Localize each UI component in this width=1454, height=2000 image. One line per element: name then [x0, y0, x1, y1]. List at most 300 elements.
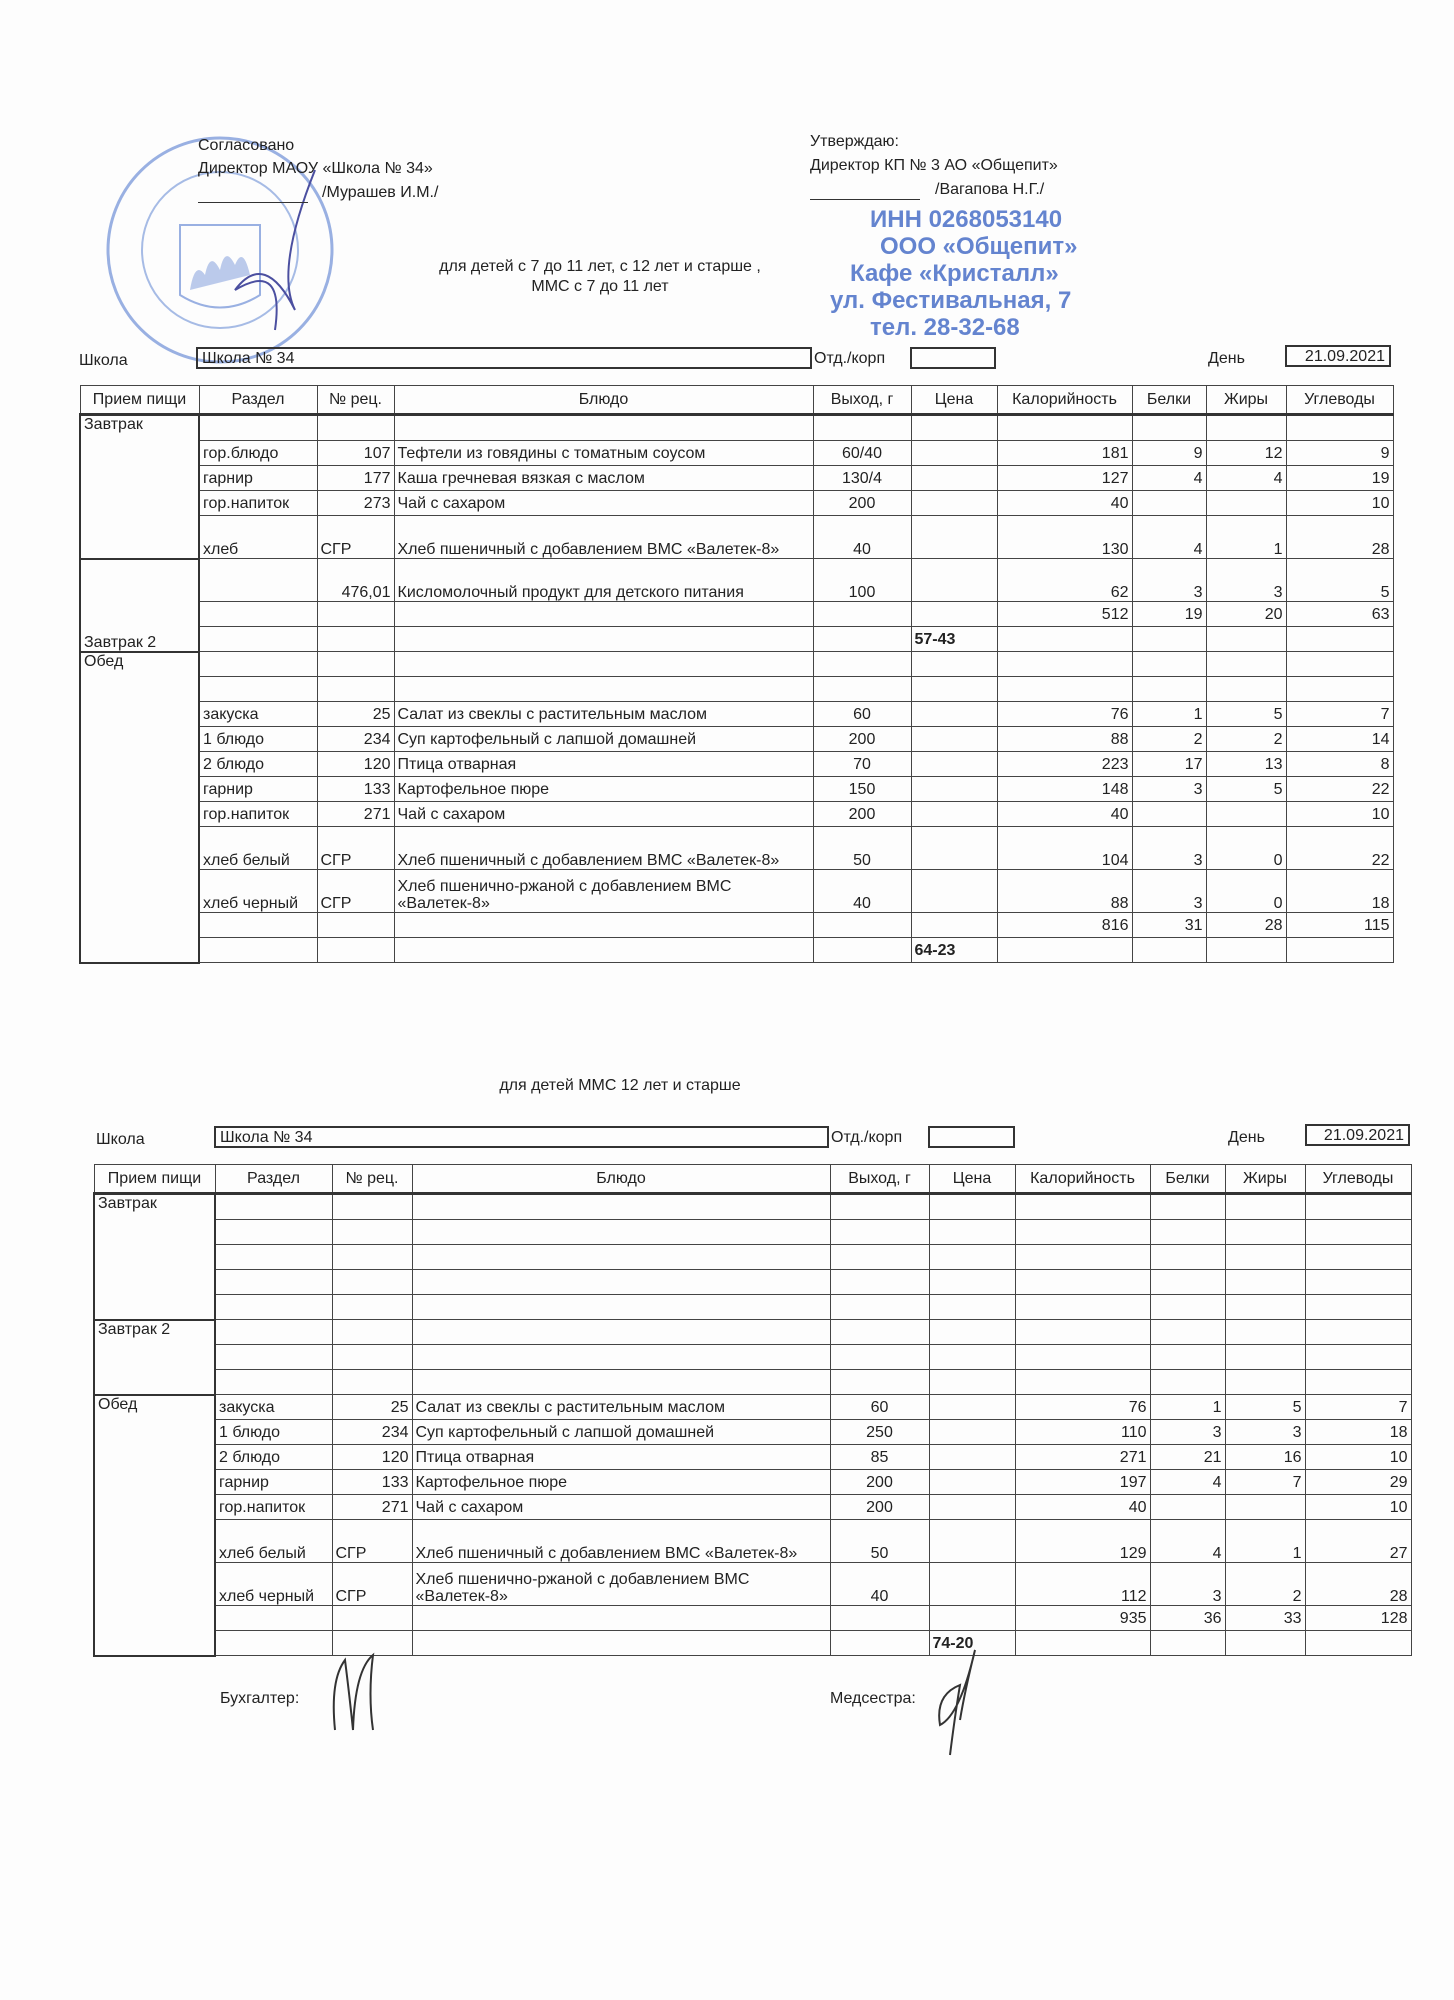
- cell-portion-weight: 200: [813, 727, 911, 752]
- cell-calories: 88: [997, 870, 1132, 913]
- approval-right-title: Утверждаю:: [810, 133, 899, 150]
- cell-carbohydrates: 10: [1286, 802, 1393, 827]
- cell-price: [911, 466, 997, 491]
- cell-carbohydrates: 128: [1305, 1606, 1411, 1631]
- cell-fats: [1225, 1345, 1305, 1370]
- cell-portion-weight: [813, 677, 911, 702]
- cell-carbohydrates: 18: [1305, 1420, 1411, 1445]
- cell-proteins: [1150, 1245, 1225, 1270]
- cell-fats: [1206, 627, 1286, 652]
- cell-section: [215, 1370, 332, 1395]
- cell-calories: 148: [997, 777, 1132, 802]
- cell-portion-weight: 200: [830, 1495, 929, 1520]
- cell-portion-weight: [830, 1245, 929, 1270]
- school-label: Школа: [79, 352, 128, 369]
- cell-calories: 935: [1015, 1606, 1150, 1631]
- cell-carbohydrates: 8: [1286, 752, 1393, 777]
- cell-carbohydrates: 5: [1286, 559, 1393, 602]
- cell-proteins: 36: [1150, 1606, 1225, 1631]
- cell-dish: [412, 1194, 830, 1220]
- cell-recipe-number: 133: [317, 777, 394, 802]
- cell-price: [911, 602, 997, 627]
- table-row: [94, 1631, 1411, 1656]
- column-header: Выход, г: [830, 1165, 929, 1194]
- cell-price: [911, 777, 997, 802]
- cell-carbohydrates: [1286, 652, 1393, 677]
- column-header: Жиры: [1225, 1165, 1305, 1194]
- cell-section: [199, 559, 317, 602]
- cell-carbohydrates: 7: [1305, 1395, 1411, 1420]
- cell-proteins: 17: [1132, 752, 1206, 777]
- cell-calories: [997, 652, 1132, 677]
- column-header: Калорийность: [1015, 1165, 1150, 1194]
- table-row: [80, 491, 1393, 516]
- cell-proteins: 3: [1132, 827, 1206, 870]
- cell-calories: 76: [1015, 1395, 1150, 1420]
- cell-calories: [1015, 1270, 1150, 1295]
- cell-dish: [412, 1370, 830, 1395]
- cell-fats: [1206, 652, 1286, 677]
- approval-left-title: Согласовано: [198, 137, 295, 154]
- cell-calories: [997, 677, 1132, 702]
- cell-portion-weight: 200: [830, 1470, 929, 1495]
- cell-calories: [1015, 1220, 1150, 1245]
- cell-recipe-number: 120: [317, 752, 394, 777]
- cell-calories: 40: [1015, 1495, 1150, 1520]
- cell-carbohydrates: 22: [1286, 777, 1393, 802]
- cell-section: гор.напиток: [199, 802, 317, 827]
- cell-fats: [1206, 415, 1286, 441]
- cell-section: хлеб: [199, 516, 317, 559]
- cell-section: хлеб белый: [215, 1520, 332, 1563]
- table-row: [80, 727, 1393, 752]
- cell-recipe-number: 273: [317, 491, 394, 516]
- cell-carbohydrates: 10: [1305, 1445, 1411, 1470]
- cell-recipe-number: [332, 1606, 412, 1631]
- cell-carbohydrates: 28: [1305, 1563, 1411, 1606]
- cell-proteins: 1: [1132, 702, 1206, 727]
- cell-recipe-number: 120: [332, 1445, 412, 1470]
- cell-fats: 7: [1225, 1470, 1305, 1495]
- nurse-label: Медсестра:: [830, 1690, 916, 1707]
- day-label: День: [1228, 1129, 1265, 1146]
- cell-proteins: [1150, 1194, 1225, 1220]
- dept-field: [928, 1126, 1015, 1148]
- cell-proteins: [1150, 1220, 1225, 1245]
- meal-name: Обед: [94, 1395, 215, 1656]
- approval-right-position: Директор КП № 3 АО «Общепит»: [810, 157, 1058, 174]
- cell-dish: Чай с сахаром: [394, 491, 813, 516]
- column-header: Калорийность: [997, 386, 1132, 415]
- meal-name: Завтрак 2: [94, 1320, 215, 1395]
- cell-dish: [394, 913, 813, 938]
- cell-fats: [1225, 1295, 1305, 1320]
- column-header: Прием пищи: [80, 386, 199, 415]
- meal-name: Обед: [80, 652, 199, 963]
- cell-calories: 271: [1015, 1445, 1150, 1470]
- cell-portion-weight: [813, 627, 911, 652]
- cell-fats: 16: [1225, 1445, 1305, 1470]
- cell-price: [911, 870, 997, 913]
- cell-fats: 5: [1225, 1395, 1305, 1420]
- cell-carbohydrates: [1305, 1220, 1411, 1245]
- cell-recipe-number: 271: [317, 802, 394, 827]
- cell-recipe-number: [332, 1295, 412, 1320]
- cell-proteins: [1132, 677, 1206, 702]
- cell-dish: Хлеб пшенично-ржаной с добавлением ВМС «Валетек-8»: [412, 1563, 830, 1606]
- cell-dish: Каша гречневая вязкая с маслом: [394, 466, 813, 491]
- cell-dish: [412, 1245, 830, 1270]
- cell-portion-weight: [813, 652, 911, 677]
- cell-portion-weight: [830, 1631, 929, 1656]
- table-header-row: [94, 1165, 1411, 1194]
- cell-section: гарнир: [199, 777, 317, 802]
- cell-calories: 223: [997, 752, 1132, 777]
- cell-proteins: 3: [1150, 1420, 1225, 1445]
- cell-fats: 13: [1206, 752, 1286, 777]
- cell-section: [199, 602, 317, 627]
- cell-fats: 0: [1206, 827, 1286, 870]
- cell-section: [215, 1270, 332, 1295]
- cell-dish: Салат из свеклы с растительным маслом: [412, 1395, 830, 1420]
- cell-calories: 816: [997, 913, 1132, 938]
- cell-calories: 40: [997, 802, 1132, 827]
- cell-dish: Суп картофельный с лапшой домашней: [394, 727, 813, 752]
- cell-portion-weight: 85: [830, 1445, 929, 1470]
- company-stamp: ИНН 0268053140 ООО «Общепит» Кафе «Кристалл» ул. Фестивальная, 7 тел. 28-32-68: [830, 206, 1078, 341]
- school-field: Школа № 34: [196, 347, 812, 369]
- school-label: Школа: [96, 1131, 145, 1148]
- cell-recipe-number: [317, 652, 394, 677]
- sheet1-subtitle-line2: ММС с 7 до 11 лет: [531, 278, 669, 295]
- cell-portion-weight: [830, 1270, 929, 1295]
- cell-fats: [1206, 677, 1286, 702]
- cell-portion-weight: 130/4: [813, 466, 911, 491]
- cell-price: 64-23: [911, 938, 997, 963]
- cell-dish: Чай с сахаром: [394, 802, 813, 827]
- cell-section: хлеб белый: [199, 827, 317, 870]
- cell-calories: [1015, 1320, 1150, 1345]
- table-row: [94, 1245, 1411, 1270]
- cell-proteins: [1150, 1295, 1225, 1320]
- cell-carbohydrates: 14: [1286, 727, 1393, 752]
- cell-calories: 62: [997, 559, 1132, 602]
- cell-carbohydrates: 19: [1286, 466, 1393, 491]
- cell-price: [911, 752, 997, 777]
- cell-portion-weight: 60: [813, 702, 911, 727]
- cell-section: [199, 677, 317, 702]
- cell-dish: [412, 1631, 830, 1656]
- table-row: [80, 752, 1393, 777]
- cell-fats: 4: [1206, 466, 1286, 491]
- cell-portion-weight: 200: [813, 802, 911, 827]
- menu-table-sheet2: [93, 1164, 1412, 1657]
- cell-price: [929, 1563, 1015, 1606]
- cell-fats: [1206, 802, 1286, 827]
- cell-carbohydrates: 28: [1286, 516, 1393, 559]
- cell-proteins: 1: [1150, 1395, 1225, 1420]
- cell-portion-weight: 40: [830, 1563, 929, 1606]
- column-header: Цена: [911, 386, 997, 415]
- cell-calories: 76: [997, 702, 1132, 727]
- cell-price: 57-43: [911, 627, 997, 652]
- table-row: [80, 827, 1393, 870]
- cell-recipe-number: 107: [317, 441, 394, 466]
- cell-section: хлеб черный: [215, 1563, 332, 1606]
- cell-recipe-number: [317, 677, 394, 702]
- cell-dish: Салат из свеклы с растительным маслом: [394, 702, 813, 727]
- cell-proteins: 3: [1132, 870, 1206, 913]
- day-field: 21.09.2021: [1285, 345, 1391, 367]
- cell-dish: [412, 1220, 830, 1245]
- column-header: Белки: [1150, 1165, 1225, 1194]
- cell-carbohydrates: 9: [1286, 441, 1393, 466]
- cell-price: [929, 1395, 1015, 1420]
- cell-dish: [412, 1345, 830, 1370]
- table-row: [94, 1445, 1411, 1470]
- cell-portion-weight: [830, 1220, 929, 1245]
- cell-section: [215, 1220, 332, 1245]
- cell-price: [911, 441, 997, 466]
- cell-portion-weight: 50: [830, 1520, 929, 1563]
- cell-portion-weight: 60/40: [813, 441, 911, 466]
- column-header: Белки: [1132, 386, 1206, 415]
- cell-section: [199, 938, 317, 963]
- cell-carbohydrates: 18: [1286, 870, 1393, 913]
- column-header: Раздел: [215, 1165, 332, 1194]
- column-header: Блюдо: [394, 386, 813, 415]
- table-row: [80, 415, 1393, 441]
- cell-portion-weight: 50: [813, 827, 911, 870]
- cell-dish: [394, 602, 813, 627]
- cell-portion-weight: [830, 1295, 929, 1320]
- cell-proteins: 19: [1132, 602, 1206, 627]
- cell-section: [199, 627, 317, 652]
- column-header: № рец.: [317, 386, 394, 415]
- cell-portion-weight: [813, 913, 911, 938]
- cell-price: [911, 827, 997, 870]
- cell-price: [929, 1420, 1015, 1445]
- cell-section: [215, 1295, 332, 1320]
- cell-portion-weight: [813, 602, 911, 627]
- column-header: Углеводы: [1286, 386, 1393, 415]
- cell-proteins: 9: [1132, 441, 1206, 466]
- table-row: [94, 1606, 1411, 1631]
- cell-price: [929, 1520, 1015, 1563]
- cell-calories: [997, 415, 1132, 441]
- cell-carbohydrates: [1305, 1194, 1411, 1220]
- cell-proteins: [1132, 938, 1206, 963]
- cell-calories: [1015, 1345, 1150, 1370]
- meal-name: Завтрак 2: [80, 559, 199, 652]
- cell-portion-weight: [813, 415, 911, 441]
- table-row: [80, 938, 1393, 963]
- table-row: [94, 1295, 1411, 1320]
- cell-price: [911, 677, 997, 702]
- cell-carbohydrates: [1305, 1345, 1411, 1370]
- cell-portion-weight: [830, 1370, 929, 1395]
- dept-label: Отд./корп: [814, 350, 886, 367]
- cell-recipe-number: [317, 627, 394, 652]
- cell-calories: 112: [1015, 1563, 1150, 1606]
- cell-price: [929, 1495, 1015, 1520]
- cell-carbohydrates: 7: [1286, 702, 1393, 727]
- sheet1-subtitle-line1: для детей с 7 до 11 лет, с 12 лет и старше ,: [439, 258, 761, 275]
- cell-dish: Хлеб пшеничный с добавлением ВМС «Валетек-8»: [394, 516, 813, 559]
- cell-calories: 40: [997, 491, 1132, 516]
- cell-carbohydrates: 10: [1305, 1495, 1411, 1520]
- cell-proteins: [1150, 1495, 1225, 1520]
- cell-calories: 88: [997, 727, 1132, 752]
- cell-fats: 5: [1206, 702, 1286, 727]
- dept-label: Отд./корп: [831, 1129, 903, 1146]
- table-row: [94, 1520, 1411, 1563]
- nurse-signature: [930, 1645, 1000, 1765]
- cell-dish: [412, 1606, 830, 1631]
- cell-portion-weight: 200: [813, 491, 911, 516]
- cell-dish: Тефтели из говядины с томатным соусом: [394, 441, 813, 466]
- table-row: [80, 677, 1393, 702]
- cell-dish: Картофельное пюре: [412, 1470, 830, 1495]
- cell-proteins: [1132, 491, 1206, 516]
- cell-fats: [1225, 1631, 1305, 1656]
- cell-calories: [1015, 1245, 1150, 1270]
- cell-recipe-number: [317, 938, 394, 963]
- table-row: [94, 1470, 1411, 1495]
- cell-recipe-number: СГР: [332, 1563, 412, 1606]
- cell-calories: [997, 627, 1132, 652]
- cell-fats: [1206, 938, 1286, 963]
- dept-field: [910, 347, 996, 369]
- cell-dish: Хлеб пшенично-ржаной с добавлением ВМС «Валетек-8»: [394, 870, 813, 913]
- cell-calories: 130: [997, 516, 1132, 559]
- cell-dish: Хлеб пшеничный с добавлением ВМС «Валетек-8»: [394, 827, 813, 870]
- cell-price: [929, 1220, 1015, 1245]
- cell-dish: Чай с сахаром: [412, 1495, 830, 1520]
- cell-carbohydrates: [1305, 1631, 1411, 1656]
- cell-recipe-number: 133: [332, 1470, 412, 1495]
- cell-price: [929, 1270, 1015, 1295]
- cell-carbohydrates: 22: [1286, 827, 1393, 870]
- cell-fats: 28: [1206, 913, 1286, 938]
- cell-calories: 512: [997, 602, 1132, 627]
- meal-name: Завтрак: [80, 415, 199, 559]
- cell-dish: Птица отварная: [412, 1445, 830, 1470]
- cell-recipe-number: 25: [317, 702, 394, 727]
- cell-section: хлеб черный: [199, 870, 317, 913]
- cell-portion-weight: 70: [813, 752, 911, 777]
- cell-section: гор.напиток: [199, 491, 317, 516]
- cell-recipe-number: СГР: [317, 870, 394, 913]
- cell-fats: 3: [1206, 559, 1286, 602]
- cell-recipe-number: СГР: [317, 516, 394, 559]
- cell-recipe-number: [332, 1194, 412, 1220]
- cell-recipe-number: 25: [332, 1395, 412, 1420]
- column-header: Жиры: [1206, 386, 1286, 415]
- cell-calories: 129: [1015, 1520, 1150, 1563]
- cell-fats: 3: [1225, 1420, 1305, 1445]
- cell-price: [911, 559, 997, 602]
- column-header: Цена: [929, 1165, 1015, 1194]
- cell-section: гор.напиток: [215, 1495, 332, 1520]
- cell-fats: [1225, 1320, 1305, 1345]
- cell-fats: [1206, 491, 1286, 516]
- cell-portion-weight: 40: [813, 870, 911, 913]
- cell-fats: [1225, 1220, 1305, 1245]
- cell-dish: [394, 627, 813, 652]
- cell-carbohydrates: 115: [1286, 913, 1393, 938]
- cell-fats: 1: [1206, 516, 1286, 559]
- column-header: № рец.: [332, 1165, 412, 1194]
- table-row: [94, 1563, 1411, 1606]
- cell-fats: 33: [1225, 1606, 1305, 1631]
- cell-portion-weight: [830, 1194, 929, 1220]
- cell-recipe-number: [332, 1270, 412, 1295]
- school-field: Школа № 34: [214, 1126, 829, 1148]
- cell-carbohydrates: [1286, 415, 1393, 441]
- cell-section: [199, 415, 317, 441]
- cell-proteins: 3: [1132, 559, 1206, 602]
- cell-carbohydrates: [1305, 1320, 1411, 1345]
- cell-dish: [412, 1295, 830, 1320]
- cell-section: 2 блюдо: [199, 752, 317, 777]
- cell-portion-weight: 60: [830, 1395, 929, 1420]
- cell-fats: 12: [1206, 441, 1286, 466]
- cell-price: [929, 1345, 1015, 1370]
- accountant-label: Бухгалтер:: [220, 1690, 300, 1707]
- cell-fats: 20: [1206, 602, 1286, 627]
- cell-carbohydrates: 29: [1305, 1470, 1411, 1495]
- column-header: Прием пищи: [94, 1165, 215, 1194]
- cell-price: [929, 1470, 1015, 1495]
- meal-name: Завтрак: [94, 1194, 215, 1320]
- cell-proteins: [1150, 1320, 1225, 1345]
- cell-fats: [1225, 1370, 1305, 1395]
- cell-recipe-number: [317, 913, 394, 938]
- cell-price: [911, 516, 997, 559]
- cell-recipe-number: [332, 1220, 412, 1245]
- cell-section: [215, 1194, 332, 1220]
- cell-fats: 5: [1206, 777, 1286, 802]
- day-field: 21.09.2021: [1305, 1124, 1410, 1146]
- cell-proteins: 3: [1150, 1563, 1225, 1606]
- cell-portion-weight: [830, 1606, 929, 1631]
- cell-dish: Кисломолочный продукт для детского питания: [394, 559, 813, 602]
- table-row: [80, 702, 1393, 727]
- cell-dish: [412, 1270, 830, 1295]
- cell-price: [911, 491, 997, 516]
- approval-left-name: /Мурашев И.М./: [322, 184, 439, 201]
- cell-section: [199, 913, 317, 938]
- cell-carbohydrates: [1286, 938, 1393, 963]
- table-row: [94, 1220, 1411, 1245]
- table-row: [94, 1194, 1411, 1220]
- cell-section: [215, 1245, 332, 1270]
- cell-section: закуска: [215, 1395, 332, 1420]
- cell-price: [911, 652, 997, 677]
- cell-portion-weight: [813, 938, 911, 963]
- cell-section: [215, 1631, 332, 1656]
- cell-recipe-number: 476,01: [317, 559, 394, 602]
- cell-dish: Хлеб пшеничный с добавлением ВМС «Валетек-8»: [412, 1520, 830, 1563]
- cell-calories: 197: [1015, 1470, 1150, 1495]
- cell-proteins: [1150, 1345, 1225, 1370]
- cell-proteins: [1132, 415, 1206, 441]
- cell-price: [929, 1194, 1015, 1220]
- column-header: Выход, г: [813, 386, 911, 415]
- cell-carbohydrates: 27: [1305, 1520, 1411, 1563]
- menu-table-sheet1: [79, 385, 1394, 964]
